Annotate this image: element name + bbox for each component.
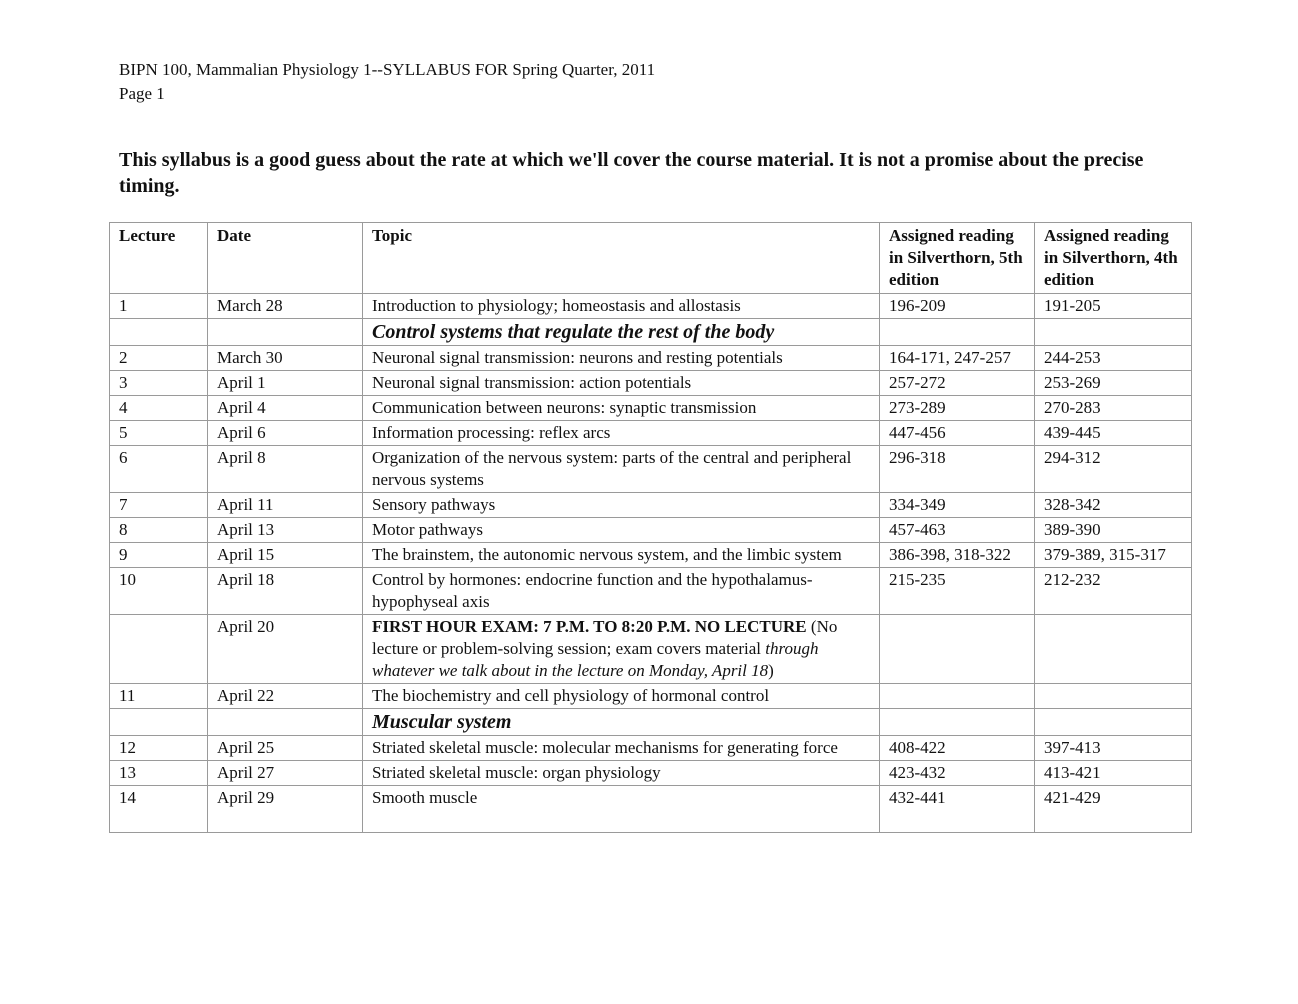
table-row [110,543,1192,568]
reading-5th-cell [880,319,1035,346]
topic-cell [363,615,880,684]
column-header-lecture: Lecture [110,223,208,294]
table-row [110,493,1192,518]
reading-5th-cell: 423-432 [880,761,1035,786]
reading-4th-cell: 294-312 [1035,446,1192,493]
column-header-date: Date [208,223,363,294]
reading-4th-cell: 270-283 [1035,396,1192,421]
date-cell: April 13 [208,518,363,543]
lecture-cell: 13 [110,761,208,786]
date-cell: April 22 [208,684,363,709]
date-cell: April 29 [208,786,363,833]
reading-5th-cell: 164-171, 247-257 [880,346,1035,371]
lecture-cell: 9 [110,543,208,568]
date-cell: April 25 [208,736,363,761]
reading-5th-cell [880,615,1035,684]
topic-cell: The brainstem, the autonomic nervous system, and the limbic system [363,543,880,568]
lecture-cell: 5 [110,421,208,446]
lecture-cell: 12 [110,736,208,761]
date-cell: April 20 [208,615,363,684]
topic-cell: Striated skeletal muscle: molecular mechanisms for generating force [363,736,880,761]
topic-cell: The biochemistry and cell physiology of hormonal control [363,684,880,709]
syllabus-note: This syllabus is a good guess about the rate at which we'll cover the course material. It is not a promise about the precise timing. [119,149,1144,197]
date-cell: April 11 [208,493,363,518]
section-title: Muscular system [363,709,880,736]
topic-cell: Information processing: reflex arcs [363,421,880,446]
section-title: Control systems that regulate the rest of the body [363,319,880,346]
exam-note-italic: through whatever we talk about in the lecture on Monday, April 18 [372,639,819,680]
lecture-cell: 11 [110,684,208,709]
syllabus-table [109,222,1192,833]
lecture-cell: 4 [110,396,208,421]
reading-4th-cell: 328-342 [1035,493,1192,518]
reading-5th-cell: 273-289 [880,396,1035,421]
exam-row [110,615,1192,684]
date-cell: April 27 [208,761,363,786]
table-row [110,371,1192,396]
column-header-reading-5th: Assigned reading in Silverthorn, 5th edition [880,223,1035,294]
reading-5th-cell: 215-235 [880,568,1035,615]
reading-5th-cell: 334-349 [880,493,1035,518]
reading-4th-cell: 421-429 [1035,786,1192,833]
lecture-cell: 7 [110,493,208,518]
reading-5th-cell: 296-318 [880,446,1035,493]
table-row [110,421,1192,446]
reading-5th-cell: 196-209 [880,294,1035,319]
reading-5th-cell: 457-463 [880,518,1035,543]
topic-cell: Striated skeletal muscle: organ physiology [363,761,880,786]
reading-5th-cell: 432-441 [880,786,1035,833]
table-body [110,294,1192,833]
table-row [110,294,1192,319]
reading-4th-cell: 413-421 [1035,761,1192,786]
table-row [110,346,1192,371]
section-row [110,709,1192,736]
date-cell [208,319,363,346]
date-cell: April 8 [208,446,363,493]
reading-4th-cell: 397-413 [1035,736,1192,761]
reading-5th-cell: 386-398, 318-322 [880,543,1035,568]
date-cell: April 4 [208,396,363,421]
reading-4th-cell: 212-232 [1035,568,1192,615]
lecture-cell: 6 [110,446,208,493]
section-row [110,319,1192,346]
topic-cell: Communication between neurons: synaptic transmission [363,396,880,421]
topic-cell: Organization of the nervous system: parts of the central and peripheral nervous systems [363,446,880,493]
reading-5th-cell: 447-456 [880,421,1035,446]
reading-5th-cell [880,709,1035,736]
reading-5th-cell [880,684,1035,709]
exam-note-close: ) [768,661,774,680]
date-cell: April 1 [208,371,363,396]
date-cell: April 6 [208,421,363,446]
reading-5th-cell: 408-422 [880,736,1035,761]
reading-4th-cell: 389-390 [1035,518,1192,543]
topic-cell: Motor pathways [363,518,880,543]
topic-cell: Introduction to physiology; homeostasis and allostasis [363,294,880,319]
reading-5th-cell: 257-272 [880,371,1035,396]
reading-4th-cell [1035,684,1192,709]
topic-cell: Sensory pathways [363,493,880,518]
topic-cell: Smooth muscle [363,786,880,833]
date-cell: March 30 [208,346,363,371]
document-header [119,58,655,106]
lecture-cell: 1 [110,294,208,319]
course-title-line: BIPN 100, Mammalian Physiology 1--SYLLABUS FOR Spring Quarter, 2011 [119,60,656,79]
table-row [110,786,1192,833]
exam-note: (No lecture or problem-solving session; exam covers material [372,617,838,658]
date-cell: April 15 [208,543,363,568]
lecture-cell: 8 [110,518,208,543]
date-cell: April 18 [208,568,363,615]
reading-4th-cell: 439-445 [1035,421,1192,446]
reading-4th-cell: 191-205 [1035,294,1192,319]
date-cell [208,709,363,736]
reading-4th-cell: 253-269 [1035,371,1192,396]
topic-cell: Neuronal signal transmission: action potentials [363,371,880,396]
reading-4th-cell: 379-389, 315-317 [1035,543,1192,568]
lecture-cell: 3 [110,371,208,396]
table-row [110,761,1192,786]
date-cell: March 28 [208,294,363,319]
topic-cell: Control by hormones: endocrine function and the hypothalamus-hypophyseal axis [363,568,880,615]
table-row [110,396,1192,421]
page-number: Page 1 [119,84,165,103]
reading-4th-cell [1035,709,1192,736]
reading-4th-cell [1035,319,1192,346]
lecture-cell: 2 [110,346,208,371]
table-row [110,736,1192,761]
exam-heading: FIRST HOUR EXAM: 7 P.M. TO 8:20 P.M. NO LECTURE [372,617,807,636]
table-row [110,446,1192,493]
table-row [110,568,1192,615]
column-header-topic: Topic [363,223,880,294]
reading-4th-cell [1035,615,1192,684]
topic-cell: Neuronal signal transmission: neurons and resting potentials [363,346,880,371]
table-header-row [110,223,1192,294]
lecture-cell [110,615,208,684]
lecture-cell: 14 [110,786,208,833]
column-header-reading-4th: Assigned reading in Silverthorn, 4th edition [1035,223,1192,294]
lecture-cell [110,319,208,346]
lecture-cell: 10 [110,568,208,615]
table-row [110,684,1192,709]
table-row [110,518,1192,543]
reading-4th-cell: 244-253 [1035,346,1192,371]
lecture-cell [110,709,208,736]
